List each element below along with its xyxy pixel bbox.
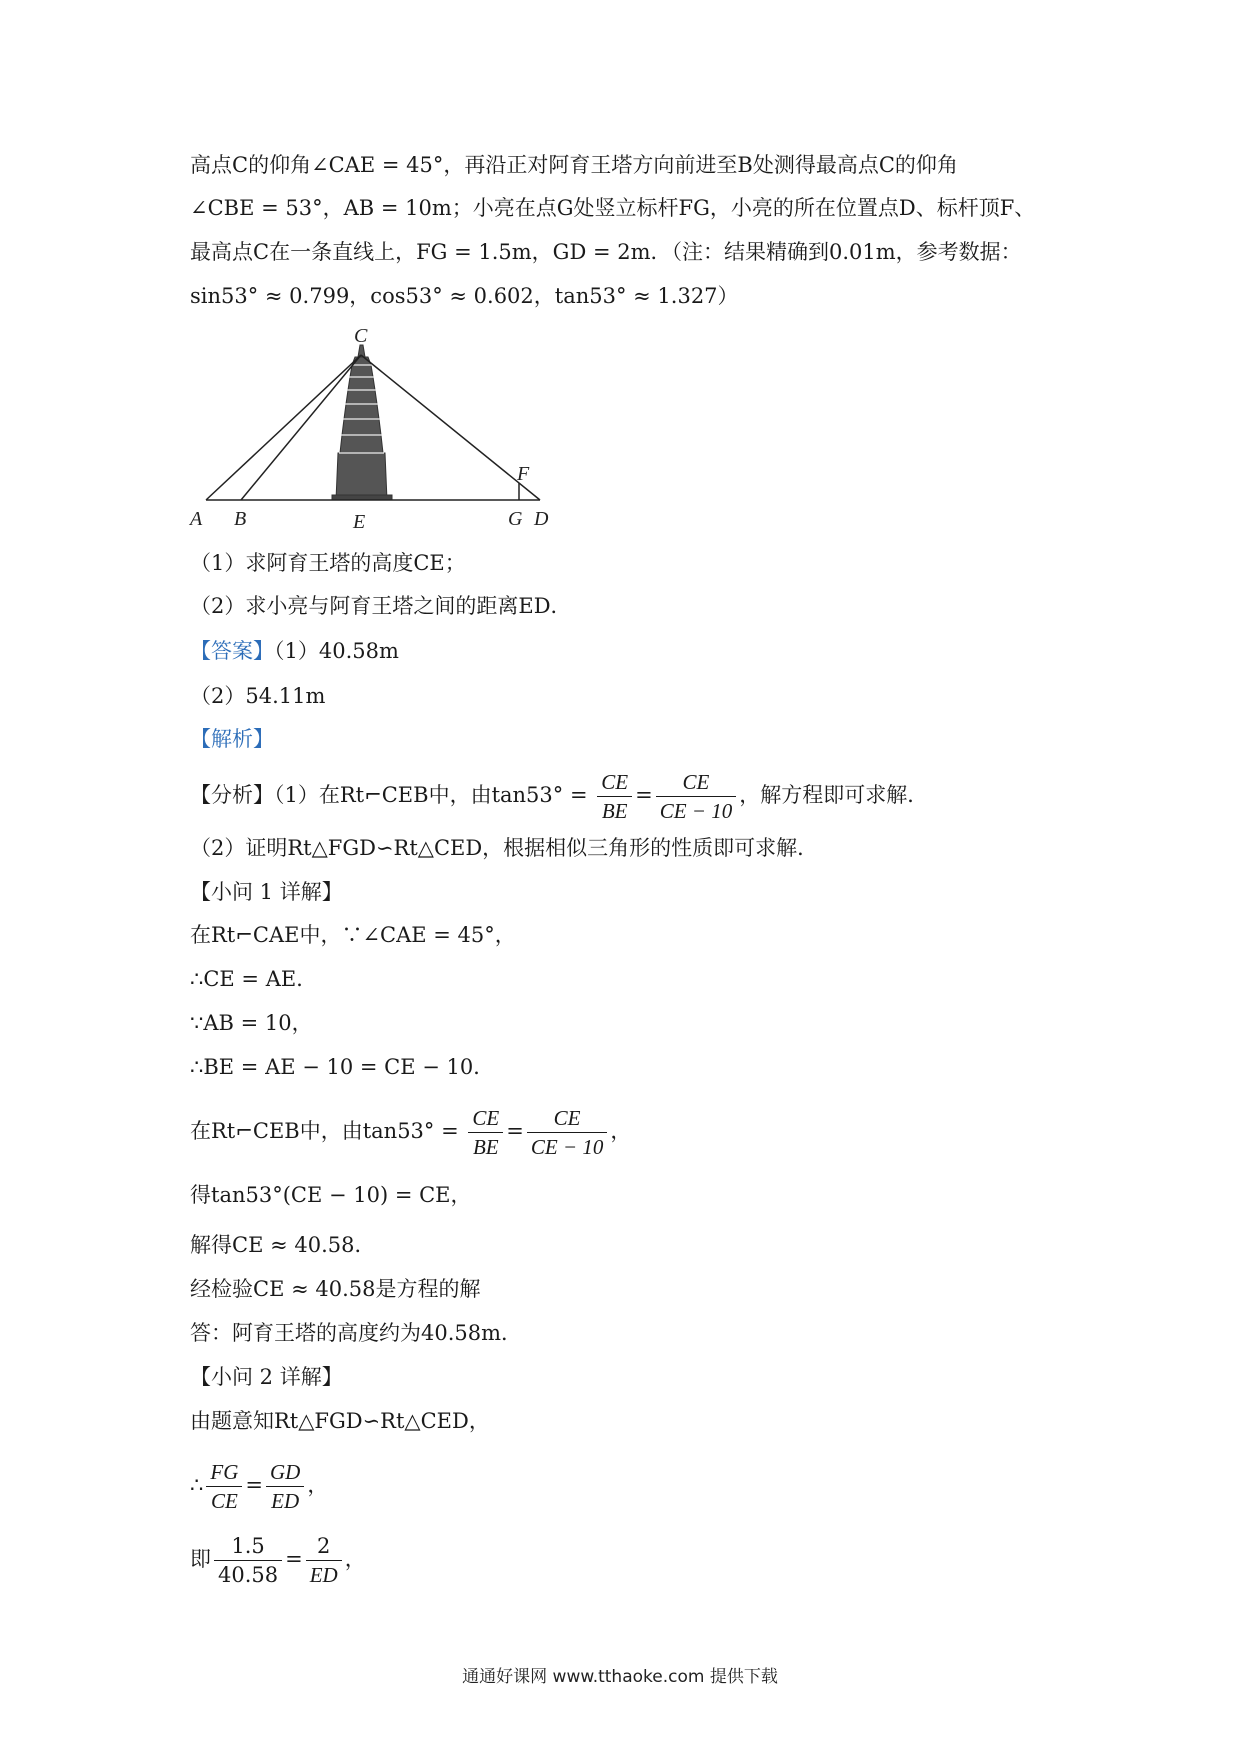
analysis-1-post: ，解方程即可求解． (739, 783, 929, 807)
right-angle-mark: ⌐ (235, 923, 253, 947)
fraction-fg-ce: $\frac{FG}{CE}$ (206, 1458, 242, 1515)
label-B: B (234, 508, 247, 530)
question-2: （2）求小亮与阿育王塔之间的距离ED． (190, 594, 572, 618)
detail-1-step-6: 得tan53°(CE − 10) = CE， (190, 1183, 472, 1207)
answer-line-1 (190, 636, 399, 666)
equals-sign: = (635, 783, 653, 807)
pagoda-diagram (180, 325, 600, 540)
detail-1-step-1 (190, 920, 516, 950)
label-F: F (517, 463, 530, 485)
label-G: G (508, 508, 523, 530)
step-1-post: CAE中，∵∠CAE = 45°， (252, 923, 516, 947)
step-5-mid: CEB中，由tan53° = (252, 1119, 459, 1143)
detail-2-step-3 (190, 1532, 366, 1589)
label-E: E (353, 511, 366, 533)
equals-sign: = (285, 1547, 303, 1571)
fraction-ce-ce10: $\frac{CE}{CE - 10}$ (656, 768, 737, 825)
intro-line-4: sin53° ≈ 0.799，cos53° ≈ 0.602，tan53° ≈ 1.327） (190, 284, 739, 308)
analysis-line-2: （2）证明Rt△FGD∽Rt△CED，根据相似三角形的性质即可求解． (190, 836, 819, 860)
analysis-tag: 【解析】 (190, 727, 274, 751)
answer-tag: 【答案】 (190, 639, 274, 663)
detail-1-step-2: ∴CE = AE． (190, 967, 318, 991)
label-D: D (534, 508, 549, 530)
analysis-1-mid: CEB中，由tan53° = (381, 783, 588, 807)
label-A: A (190, 508, 203, 530)
fraction-ce-ce10-2: $\frac{CE}{CE - 10}$ (527, 1104, 608, 1161)
step-3-pre: 即 (190, 1547, 211, 1571)
analysis-1-pre: （1）在Rt (274, 783, 365, 807)
step-5-post: ， (610, 1119, 632, 1143)
detail-1-step-3: ∵AB = 10， (190, 1011, 313, 1035)
detail-1-step-4: ∴BE = AE − 10 = CE − 10． (190, 1055, 495, 1079)
equals-sign: = (506, 1119, 524, 1143)
intro-line-3: 最高点C在一条直线上，FG = 1.5m，GD = 2m．（注：结果精确到0.01m，参考数据： (190, 240, 1022, 264)
detail-1-step-7: 解得CE ≈ 40.58． (190, 1233, 376, 1257)
detail-1-step-9: 答：阿育王塔的高度约为40.58m． (190, 1321, 523, 1345)
pagoda-image (332, 345, 392, 500)
equals-sign: = (245, 1473, 263, 1497)
fraction-2-ed: $\frac{2}{ED}$ (306, 1532, 342, 1589)
intro-line-2: ∠CBE = 53°，AB = 10m；小亮在点G处竖立标杆FG，小亮的所在位置点D、标杆顶F、 (190, 196, 1036, 220)
question-1: （1）求阿育王塔的高度CE； (190, 551, 466, 575)
detail-2-step-2 (190, 1458, 328, 1515)
answer-line-2: （2）54.11m (190, 684, 326, 708)
analysis-line-1 (190, 768, 928, 825)
detail-1-step-5 (190, 1104, 631, 1161)
fenxi-tag: 【分析】 (190, 783, 274, 807)
detail-1-tag: 【小问 1 详解】 (190, 880, 343, 904)
fraction-gd-ed: $\frac{GD}{ED}$ (266, 1458, 304, 1515)
fraction-ce-be-2: $\frac{CE}{BE}$ (468, 1104, 503, 1161)
intro-line-1: 高点C的仰角∠CAE = 45°，再沿正对阿育王塔方向前进至B处测得最高点C的仰角 (190, 153, 958, 177)
step-2-post: ， (307, 1473, 329, 1497)
detail-2-step-1: 由题意知Rt△FGD∽Rt△CED， (190, 1409, 490, 1433)
detail-1-step-8: 经检验CE ≈ 40.58是方程的解 (190, 1277, 481, 1301)
step-5-pre: 在Rt (190, 1119, 236, 1143)
right-angle-mark: ⌐ (235, 1119, 253, 1143)
label-C: C (354, 325, 368, 347)
fraction-1.5-40.58: $\frac{1.5}{40.58}$ (214, 1532, 282, 1589)
answer-1: （1）40.58m (274, 639, 399, 663)
step-1-pre: 在Rt (190, 923, 236, 947)
right-angle-mark: ⌐ (364, 783, 382, 807)
page-footer: 通通好课网 www.tthaoke.com 提供下载 (462, 1667, 778, 1687)
therefore-sign: ∴ (190, 1473, 204, 1497)
detail-2-tag: 【小问 2 详解】 (190, 1365, 343, 1389)
step-3-post: ， (344, 1547, 366, 1571)
fraction-ce-be: $\frac{CE}{BE}$ (597, 768, 632, 825)
